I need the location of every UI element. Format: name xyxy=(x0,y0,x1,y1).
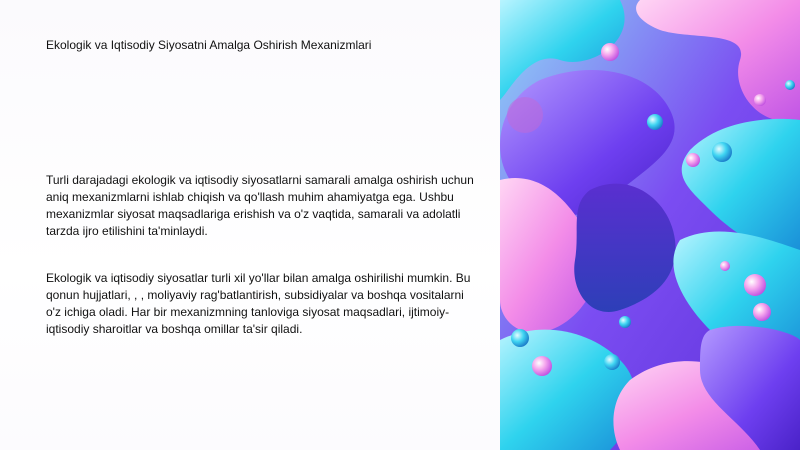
paragraph-1: Turli darajadagi ekologik va iqtisodiy siyosatlarni samarali amalga oshirish uchun aniq mexanizmlarni ishlab chiqish va qo'llash muhim ahamiyatga ega. Ushbu mexanizmlar siyosat maqsadlariga erishish va o'z vaqtida, samarali va adolatli tarzda ijro etilishini ta'minlaydi. xyxy=(46,173,474,238)
paragraph-2: Ekologik va iqtisodiy siyosatlar turli xil yo'llar bilan amalga oshirilishi mumkin. Bu qonun hujjatlari, , , moliyaviy rag'batlantirish, subsidiyalar va boshqa vositalarni o'z ichiga oladi. Har bir mexanizmning tanloviga siyosat maqsadlari, ijtimoiy-iqtisodiy sharoitlar va boshqa omillar ta'sir qiladi. xyxy=(46,271,471,336)
abstract-art-image xyxy=(500,0,800,450)
fluid-shapes-icon xyxy=(500,0,800,450)
slide-title: Ekologik va Iqtisodiy Siyosatni Amalga Oshirish Mexanizmlari xyxy=(46,38,372,52)
